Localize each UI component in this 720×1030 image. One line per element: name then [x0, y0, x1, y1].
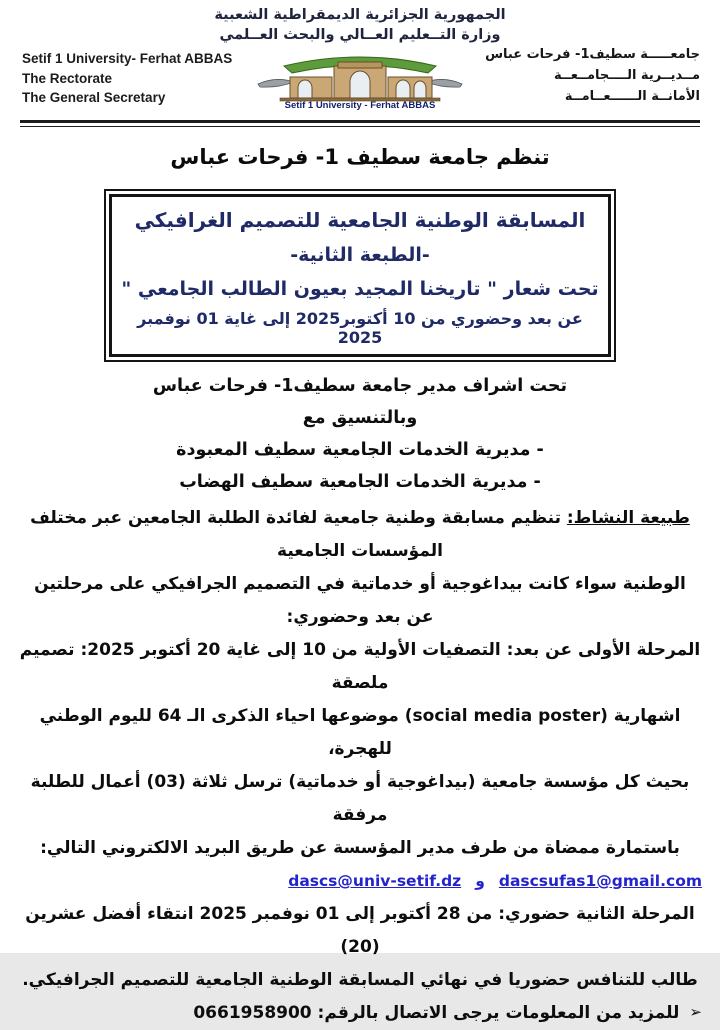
phase2-line: المرحلة الثانية حضوري: من 28 أكتوبر إلى 01 نوفمبر 2025 انتقاء أفضل عشرين (20) [25, 904, 695, 957]
email-link-gmail[interactable]: dascsufas1@gmail.com [498, 872, 702, 890]
phase2-continuation: طالب للتنافس حضوريا في نهائي المسابقة الوطنية الجامعية للتصميم الجرافيكي. [22, 970, 698, 990]
activity-nature-label: طبيعة النشاط: [566, 508, 690, 528]
body-line: باستمارة ممضاة من طرف مدير المؤسسة عن طريق البريد الالكتروني التالي: [40, 838, 680, 858]
header-arabic-block [485, 44, 700, 107]
contact-line [18, 997, 702, 1030]
activity-nature-line [18, 502, 702, 568]
university-name-en: Setif 1 University- Ferhat ABBAS [22, 51, 233, 66]
email-link-univ-setif[interactable]: dascs@univ-setif.dz [288, 872, 462, 890]
rectorate-label: The Rectorate [22, 70, 113, 86]
header-divider [20, 120, 700, 127]
phase1-line: المرحلة الأولى عن بعد: التصفيات الأولية من 10 إلى غاية 20 أكتوبر 2025: تصميم ملصقة [19, 640, 701, 693]
body-line: بحيث كل مؤسسة جامعية (بيداغوجية أو خدماتية) ترسل ثلاثة (03) أعمال للطلبة مرفقة [30, 772, 690, 825]
university-logo [254, 46, 466, 110]
general-secretary-label: The General Secretary [22, 90, 166, 105]
supervision-line: تحت اشراف مدير جامعة سطيف1- فرحات عباس [152, 376, 568, 396]
edition-label: -الطبعة الثانية- [290, 244, 430, 266]
republic-title: الجمهورية الجزائرية الديمقراطية الشعبية [214, 7, 506, 23]
general-secretariat-label-ar: الأمانــة الــــــعــامــة [564, 89, 700, 104]
conjunction-and: و [475, 872, 485, 890]
setif-ruins-logo-icon [254, 46, 466, 110]
page-title: تنظم جامعة سطيف 1- فرحات عباس [170, 145, 550, 169]
contact-text: للمزيد من المعلومات يرجى الاتصال بالرقم: 0661958900 [193, 1003, 680, 1023]
emails-line [18, 865, 702, 898]
coordination-label: وبالتنسيق مع [302, 408, 418, 428]
document-body [18, 502, 702, 1030]
body-line: الوطنية سواء كانت بيداغوجية أو خدماتية في التصميم الجرافيكي على مرحلتين عن بعد وحضوري: [34, 574, 686, 627]
dates-line: عن بعد وحضوري من 10 أكتوبر2025 إلى غاية 01 نوفمبر 2025 [137, 309, 583, 347]
activity-nature-text: تنظيم مسابقة وطنية جامعية لفائدة الطلبة الجامعين عبر مختلف المؤسسات الجامعية [30, 508, 567, 561]
partner-item: - مديرية الخدمات الجامعية سطيف المعبودة [176, 440, 544, 460]
body-line: اشهارية (social media poster) موضوعها احياء الذكرى الـ 64 لليوم الوطني للهجرة، [39, 706, 681, 759]
ministry-title: وزارة التــعليم العــالي والبحث العــلمي [219, 27, 501, 43]
supervision-block [0, 370, 720, 498]
directorate-label-ar: مــديــرية الــــجامــعــة [554, 68, 700, 83]
slogan-line: تحت شعار " تاريخنا المجيد بعيون الطالب الجامعي " [121, 278, 599, 300]
arrow-bullet-icon: ➢ [689, 1003, 702, 1021]
university-name-ar: جامعـــــة سطيف1- فرحات عباس [485, 47, 700, 62]
document-header [0, 0, 720, 116]
announcement-box [104, 189, 616, 362]
logo-caption-text: Setif 1 University - Ferhat ABBAS [284, 100, 436, 111]
competition-title: المسابقة الوطنية الجامعية للتصميم الغرافيكي [134, 208, 586, 232]
partner-item: - مديرية الخدمات الجامعية سطيف الهضاب [179, 472, 541, 492]
